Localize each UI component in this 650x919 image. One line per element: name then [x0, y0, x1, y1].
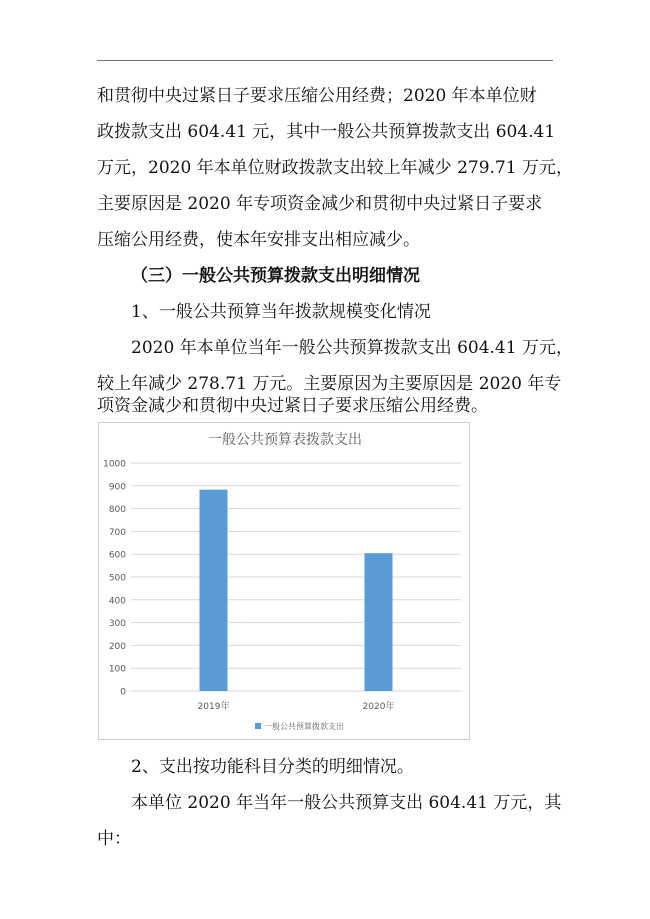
- bar: [200, 490, 228, 691]
- paragraph-line: 较上年减少 278.71 万元。主要原因为主要原因是 2020 年专: [97, 374, 562, 394]
- paragraph-line: 政拨款支出 604.41 元，其中一般公共预算拨款支出 604.41: [97, 122, 556, 142]
- y-tick-label: 800: [108, 505, 126, 516]
- paragraph-line: 中：: [97, 829, 131, 849]
- paragraph-line: 压缩公用经费，使本年安排支出相应减少。: [97, 230, 420, 250]
- y-tick-label: 100: [108, 664, 126, 675]
- bar-chart: [98, 422, 470, 740]
- x-tick-label: 2019年: [197, 702, 230, 712]
- chart-canvas: [99, 423, 471, 741]
- x-tick-label: 2020年: [362, 702, 395, 712]
- paragraph-line: 项资金减少和贯彻中央过紧日子要求压缩公用经费。: [97, 396, 488, 416]
- subsection-heading: 1、一般公共预算当年拨款规模变化情况: [131, 302, 431, 322]
- subsection-heading: 2、支出按功能科目分类的明细情况。: [131, 757, 414, 777]
- y-tick-label: 700: [108, 527, 126, 538]
- y-tick-label: 0: [120, 687, 126, 698]
- paragraph-line: 和贯彻中央过紧日子要求压缩公用经费；2020 年本单位财: [97, 86, 537, 106]
- y-tick-label: 900: [108, 482, 126, 493]
- legend-swatch: [255, 723, 261, 729]
- chart-title: 一般公共预算表拨款支出: [208, 432, 362, 448]
- paragraph-line: 本单位 2020 年当年一般公共预算支出 604.41 万元，其: [131, 793, 562, 813]
- paragraph-line: 万元，2020 年本单位财政拨款支出较上年减少 279.71 万元，: [97, 158, 573, 178]
- y-tick-label: 500: [108, 573, 126, 584]
- section-heading: （三）一般公共预算拨款支出明细情况: [131, 266, 420, 286]
- y-tick-label: 400: [108, 596, 126, 607]
- paragraph-line: 主要原因是 2020 年专项资金减少和贯彻中央过紧日子要求: [97, 194, 543, 214]
- legend-label: 一般公共预算拨款支出: [264, 722, 344, 731]
- y-tick-label: 1000: [103, 459, 126, 470]
- bar: [365, 553, 393, 691]
- header-rule: [97, 60, 553, 61]
- y-tick-label: 600: [108, 550, 126, 561]
- paragraph-line: 2020 年本单位当年一般公共预算拨款支出 604.41 万元，: [131, 338, 573, 358]
- y-tick-label: 200: [108, 641, 126, 652]
- y-tick-label: 300: [108, 619, 126, 630]
